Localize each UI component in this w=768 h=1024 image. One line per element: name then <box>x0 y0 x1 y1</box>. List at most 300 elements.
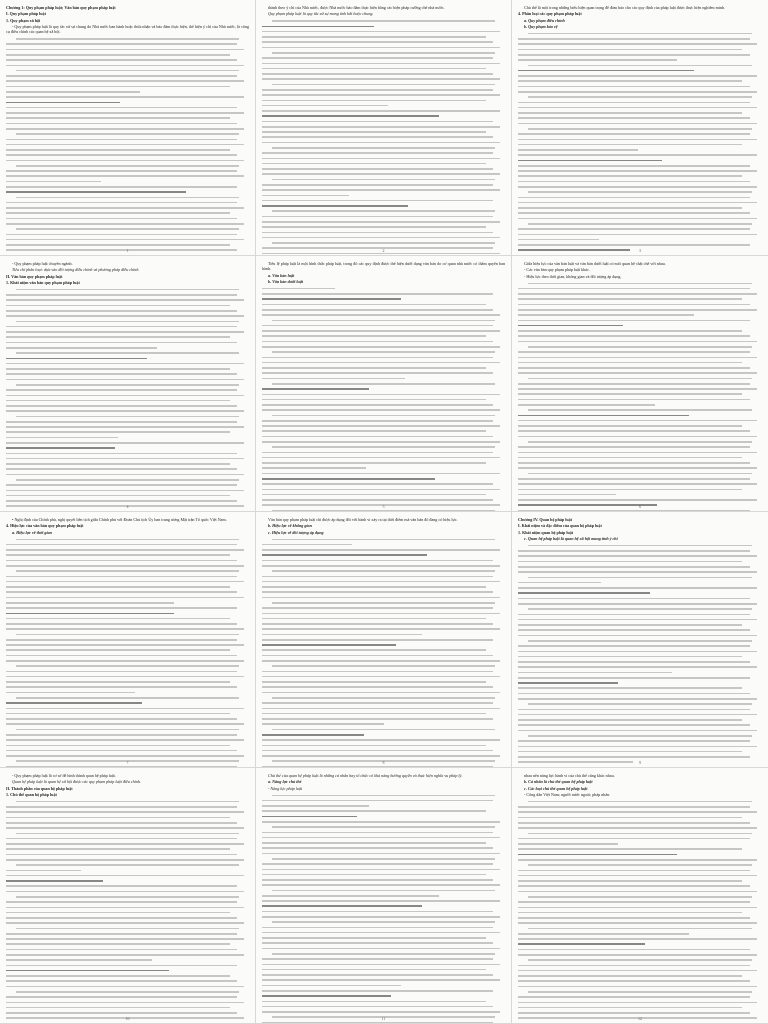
text-line <box>518 325 623 327</box>
text-line <box>262 494 486 496</box>
text-line <box>6 358 147 360</box>
text-line <box>262 309 493 311</box>
text-line <box>262 163 486 165</box>
page-paragraph: I. Quy phạm pháp luật <box>6 11 46 17</box>
text-line <box>6 891 244 893</box>
page-paragraph: Văn bản quy phạm pháp luật chỉ được áp dụng đối với hành vi xảy ra tại thời điểm mà văn bản đó đang có hiệu lực. <box>268 517 458 522</box>
text-line <box>262 884 500 886</box>
text-line <box>262 94 500 96</box>
text-line <box>6 554 230 556</box>
text-line <box>6 107 237 109</box>
text-line <box>272 20 496 22</box>
text-line <box>262 869 500 871</box>
text-line <box>6 745 230 747</box>
text-line <box>518 478 750 480</box>
text-line <box>6 234 237 236</box>
document-page <box>0 0 256 256</box>
text-line <box>518 629 750 631</box>
text-line <box>16 133 240 135</box>
text-line <box>518 467 757 469</box>
text-line <box>6 549 244 551</box>
text-line <box>518 970 757 972</box>
text-line <box>6 591 237 593</box>
text-line <box>518 86 750 88</box>
text-line <box>6 218 237 220</box>
text-line <box>262 452 493 454</box>
text-line <box>6 880 103 882</box>
page-paragraph: thành theo ý chí của Nhà nước, được Nhà nước bảo đảm thực hiện bằng các biện pháp cưỡng chế nhà nước. <box>268 5 445 10</box>
text-line <box>518 212 750 214</box>
text-line <box>262 591 493 593</box>
text-line <box>528 283 752 285</box>
text-line <box>6 117 230 119</box>
page-paragraph: II. Thành phần của quan hệ pháp luật <box>6 785 73 791</box>
page-paragraph: Quy phạm pháp luật là quy tắc xử sự mang tính bắt buộc chung. <box>268 11 374 17</box>
text-line <box>272 210 496 212</box>
text-line <box>272 446 496 448</box>
text-line <box>6 395 244 397</box>
text-line <box>6 581 244 583</box>
page-paragraph: Tiêu chí phân loại: dựa vào đối tượng điều chỉnh và phương pháp điều chỉnh. <box>12 267 140 273</box>
text-line <box>518 827 757 829</box>
page-paragraph: nhau nên năng lực hành vi của chủ thể cũng khác nhau. <box>524 773 615 778</box>
text-line <box>6 181 101 183</box>
text-line <box>272 953 496 955</box>
text-line <box>518 624 742 626</box>
page-paragraph: a. Văn bản luật <box>268 272 295 278</box>
text-line <box>518 550 750 552</box>
text-line <box>262 607 493 609</box>
text-line <box>6 170 237 172</box>
text-line <box>518 415 689 417</box>
text-line <box>262 905 422 907</box>
text-line <box>262 900 500 902</box>
text-line <box>262 232 493 234</box>
text-line <box>518 330 742 332</box>
text-line <box>262 489 500 491</box>
text-line <box>272 351 496 353</box>
text-line <box>262 63 500 65</box>
text-line <box>518 234 757 236</box>
text-line <box>6 75 237 77</box>
text-line <box>6 458 244 460</box>
text-line <box>6 954 244 956</box>
text-line <box>518 494 616 496</box>
text-line <box>518 139 757 141</box>
text-line <box>262 863 493 865</box>
text-line <box>262 586 486 588</box>
text-line <box>16 479 240 481</box>
text-line <box>6 949 237 951</box>
text-line <box>6 628 244 630</box>
text-line <box>518 965 750 967</box>
text-line <box>6 912 230 914</box>
page-paragraph: c. Các loại chủ thể quan hệ pháp luật <box>524 785 588 791</box>
page-paragraph: b. Văn bản dưới luật <box>268 278 304 284</box>
text-line <box>6 922 244 924</box>
text-line <box>518 996 750 998</box>
text-line <box>16 896 240 898</box>
text-line <box>518 806 750 808</box>
text-line <box>272 795 496 797</box>
page-paragraph: c. Hiệu lực về đối tượng áp dụng <box>268 529 324 535</box>
page-number: 11 <box>381 1016 386 1021</box>
text-line <box>518 682 618 684</box>
page-paragraph: a. Hiệu lực về thời gian <box>12 529 52 535</box>
text-line <box>16 864 240 866</box>
text-line <box>262 634 422 636</box>
text-line <box>518 843 618 845</box>
text-line <box>518 817 742 819</box>
page-text-lines <box>6 289 249 512</box>
text-line <box>262 425 500 427</box>
text-line <box>528 346 752 348</box>
page-number: 1 <box>126 248 129 253</box>
text-line <box>518 388 757 390</box>
document-page <box>512 768 768 1024</box>
text-line <box>518 811 757 813</box>
text-line <box>262 718 493 720</box>
text-line <box>262 565 500 567</box>
text-line <box>6 975 230 977</box>
text-line <box>6 495 230 497</box>
text-line <box>262 100 486 102</box>
text-line <box>518 239 599 241</box>
text-line <box>6 996 237 998</box>
text-line <box>6 186 237 188</box>
text-line <box>518 207 742 209</box>
text-line <box>6 299 244 301</box>
text-line <box>528 991 752 993</box>
text-line <box>518 848 742 850</box>
page-paragraph: - Các văn bản quy phạm pháp luật khác. <box>524 267 590 273</box>
text-line <box>6 310 237 312</box>
text-line <box>528 896 752 898</box>
text-line <box>6 1012 237 1014</box>
text-line <box>262 31 500 33</box>
document-page <box>256 512 512 768</box>
text-line <box>6 586 230 588</box>
text-line <box>262 499 493 501</box>
text-line <box>6 713 230 715</box>
text-line <box>262 995 391 997</box>
text-line <box>6 65 244 67</box>
document-page <box>0 512 256 768</box>
text-line <box>6 885 237 887</box>
text-line <box>262 723 384 725</box>
text-line <box>528 378 752 380</box>
page-number: 5 <box>382 504 385 509</box>
text-line <box>262 430 486 432</box>
text-line <box>262 184 493 186</box>
text-line <box>272 665 496 667</box>
text-line <box>6 681 230 683</box>
page-text-lines <box>262 20 505 256</box>
text-line <box>6 484 237 486</box>
text-line <box>518 335 750 337</box>
page-text-lines <box>6 38 249 256</box>
text-line <box>6 202 237 204</box>
text-line <box>6 336 230 338</box>
text-line <box>6 453 237 455</box>
document-page <box>512 256 768 512</box>
page-number: 3 <box>639 248 641 253</box>
text-line <box>6 149 230 151</box>
text-line <box>6 86 230 88</box>
text-line <box>6 379 244 381</box>
text-line <box>518 656 742 658</box>
page-paragraph: 1. Khái niệm văn bản quy phạm pháp luật <box>6 279 80 285</box>
text-line <box>262 874 486 876</box>
text-line <box>262 41 493 43</box>
text-line <box>518 619 757 621</box>
text-line <box>262 388 369 390</box>
text-line <box>518 499 757 501</box>
text-line <box>16 729 240 731</box>
text-line <box>518 907 757 909</box>
text-line <box>518 651 757 653</box>
text-line <box>16 38 240 40</box>
page-paragraph: II. Văn bản quy phạm pháp luật <box>6 273 63 279</box>
text-line <box>262 314 500 316</box>
text-line <box>262 1022 493 1024</box>
text-line <box>6 739 244 741</box>
text-line <box>262 158 500 160</box>
text-line <box>272 858 496 860</box>
text-line <box>518 635 757 637</box>
text-line <box>518 724 750 726</box>
page-paragraph: - Quy phạm pháp luật chuyên ngành. <box>12 261 73 266</box>
text-line <box>262 916 500 918</box>
text-line <box>262 216 493 218</box>
text-line <box>518 288 750 290</box>
text-line <box>6 144 244 146</box>
text-line <box>262 288 335 290</box>
text-line <box>6 123 237 125</box>
text-line <box>518 357 757 359</box>
text-line <box>518 714 757 716</box>
text-line <box>262 226 486 228</box>
text-line <box>6 560 237 562</box>
text-line <box>6 676 244 678</box>
text-line <box>272 147 496 149</box>
text-line <box>6 49 244 51</box>
text-line <box>262 298 401 300</box>
text-line <box>16 384 240 386</box>
text-line <box>6 368 230 370</box>
text-line <box>262 628 500 630</box>
text-line <box>518 91 757 93</box>
text-line <box>6 734 237 736</box>
text-line <box>6 843 244 845</box>
text-line <box>528 128 752 130</box>
text-line <box>518 80 742 82</box>
text-line <box>518 880 742 882</box>
text-line <box>518 922 757 924</box>
text-line <box>272 826 496 828</box>
text-line <box>262 467 366 469</box>
text-line <box>262 335 486 337</box>
text-line <box>518 885 750 887</box>
text-line <box>262 237 500 239</box>
text-line <box>272 383 496 385</box>
page-paragraph: b. Cá nhân là chủ thể quan hệ pháp luật <box>524 779 593 785</box>
text-line <box>16 665 240 667</box>
page-text-lines <box>518 33 762 256</box>
text-line <box>262 895 439 897</box>
text-line <box>518 70 694 72</box>
text-line <box>518 740 750 742</box>
text-line <box>16 991 240 993</box>
page-paragraph: Chương IV. Quan hệ pháp luật <box>518 517 573 522</box>
text-line <box>518 186 757 188</box>
text-line <box>6 305 230 307</box>
text-line <box>272 729 496 731</box>
page-paragraph: - Năng lực pháp luật <box>268 785 303 791</box>
text-line <box>518 838 750 840</box>
text-line <box>528 959 752 961</box>
page-number: 4 <box>126 504 129 509</box>
text-line <box>262 78 500 80</box>
text-line <box>6 405 237 407</box>
text-line <box>262 105 388 107</box>
text-line <box>518 372 757 374</box>
text-line <box>272 539 496 541</box>
text-line <box>6 970 169 972</box>
text-line <box>528 735 752 737</box>
text-line <box>6 421 237 423</box>
text-line <box>6 544 237 546</box>
text-line <box>16 539 240 541</box>
text-line <box>528 801 752 803</box>
text-line <box>518 870 750 872</box>
text-line <box>6 468 237 470</box>
text-line <box>262 441 500 443</box>
text-line <box>518 228 750 230</box>
text-line <box>6 43 237 45</box>
text-line <box>272 179 496 181</box>
text-line <box>518 298 742 300</box>
text-line <box>262 942 493 944</box>
text-line <box>262 47 500 49</box>
text-line <box>262 173 500 175</box>
text-line <box>262 990 493 992</box>
text-line <box>6 980 237 982</box>
text-line <box>6 854 237 856</box>
text-line <box>518 320 750 322</box>
text-line <box>6 671 237 673</box>
text-line <box>16 570 240 572</box>
text-line <box>262 362 500 364</box>
text-line <box>6 702 142 704</box>
page-paragraph: Chương 1: Quy phạm pháp luật; Văn bản quy phạm pháp luật <box>6 5 116 10</box>
text-line <box>262 304 486 306</box>
text-line <box>518 587 757 589</box>
text-line <box>6 474 244 476</box>
text-line <box>262 958 493 960</box>
text-line <box>262 330 500 332</box>
text-line <box>262 927 493 929</box>
text-line <box>518 859 757 861</box>
text-line <box>262 462 486 464</box>
text-line <box>6 54 230 56</box>
text-line <box>6 822 237 824</box>
text-line <box>518 986 757 988</box>
text-line <box>262 544 352 546</box>
text-line <box>518 404 655 406</box>
text-line <box>6 870 81 872</box>
text-line <box>518 746 757 748</box>
text-line <box>262 969 486 971</box>
text-line <box>262 613 500 615</box>
text-line <box>518 165 750 167</box>
text-line <box>6 565 244 567</box>
text-line <box>6 597 244 599</box>
text-line <box>262 842 486 844</box>
text-line <box>262 121 493 123</box>
text-line <box>518 383 750 385</box>
text-line <box>518 309 757 311</box>
text-line <box>518 107 757 109</box>
text-line <box>518 202 757 204</box>
text-line <box>518 891 757 893</box>
text-line <box>518 43 757 45</box>
text-line <box>518 452 757 454</box>
text-line <box>272 602 496 604</box>
text-line <box>6 907 244 909</box>
text-line <box>528 640 752 642</box>
text-line <box>16 321 240 323</box>
text-line <box>262 110 500 112</box>
text-line <box>6 859 244 861</box>
text-line <box>6 1002 244 1004</box>
text-line <box>6 239 244 241</box>
text-line <box>518 112 742 114</box>
text-line <box>518 592 650 594</box>
text-line <box>6 154 237 156</box>
text-line <box>6 437 118 439</box>
text-line <box>6 838 237 840</box>
text-line <box>262 68 486 70</box>
text-line <box>518 672 672 674</box>
page-paragraph: - Công dân Việt Nam; người nước ngoài; pháp nhân. <box>524 791 611 797</box>
text-line <box>6 660 244 662</box>
text-line <box>16 228 240 230</box>
text-line <box>518 351 750 353</box>
text-line <box>16 833 240 835</box>
text-line <box>6 223 244 225</box>
page-paragraph: Chủ thể là một trong những biểu hiện quan trọng để đảm bảo cho các quy định của pháp luật được thực hiện nghiêm minh. <box>524 5 726 10</box>
text-line <box>6 244 230 246</box>
text-line <box>16 634 240 636</box>
text-line <box>262 832 493 834</box>
text-line <box>6 112 244 114</box>
text-line <box>528 65 752 67</box>
text-line <box>262 473 500 475</box>
text-line <box>6 447 115 449</box>
text-line <box>6 943 230 945</box>
page-paragraph: Tiêu lệ pháp luật là một hình thức pháp luật, trong đó các quy định được thể hiện dưới dạng văn bản do cơ quan nhà nước có thẩm quyền ban hành. <box>262 261 505 272</box>
text-line <box>262 404 493 406</box>
text-line <box>262 168 493 170</box>
text-line <box>262 676 500 678</box>
text-line <box>518 293 757 295</box>
text-line <box>6 373 237 375</box>
text-line <box>262 560 493 562</box>
text-line <box>262 581 500 583</box>
text-line <box>518 598 750 600</box>
text-line <box>518 938 757 940</box>
